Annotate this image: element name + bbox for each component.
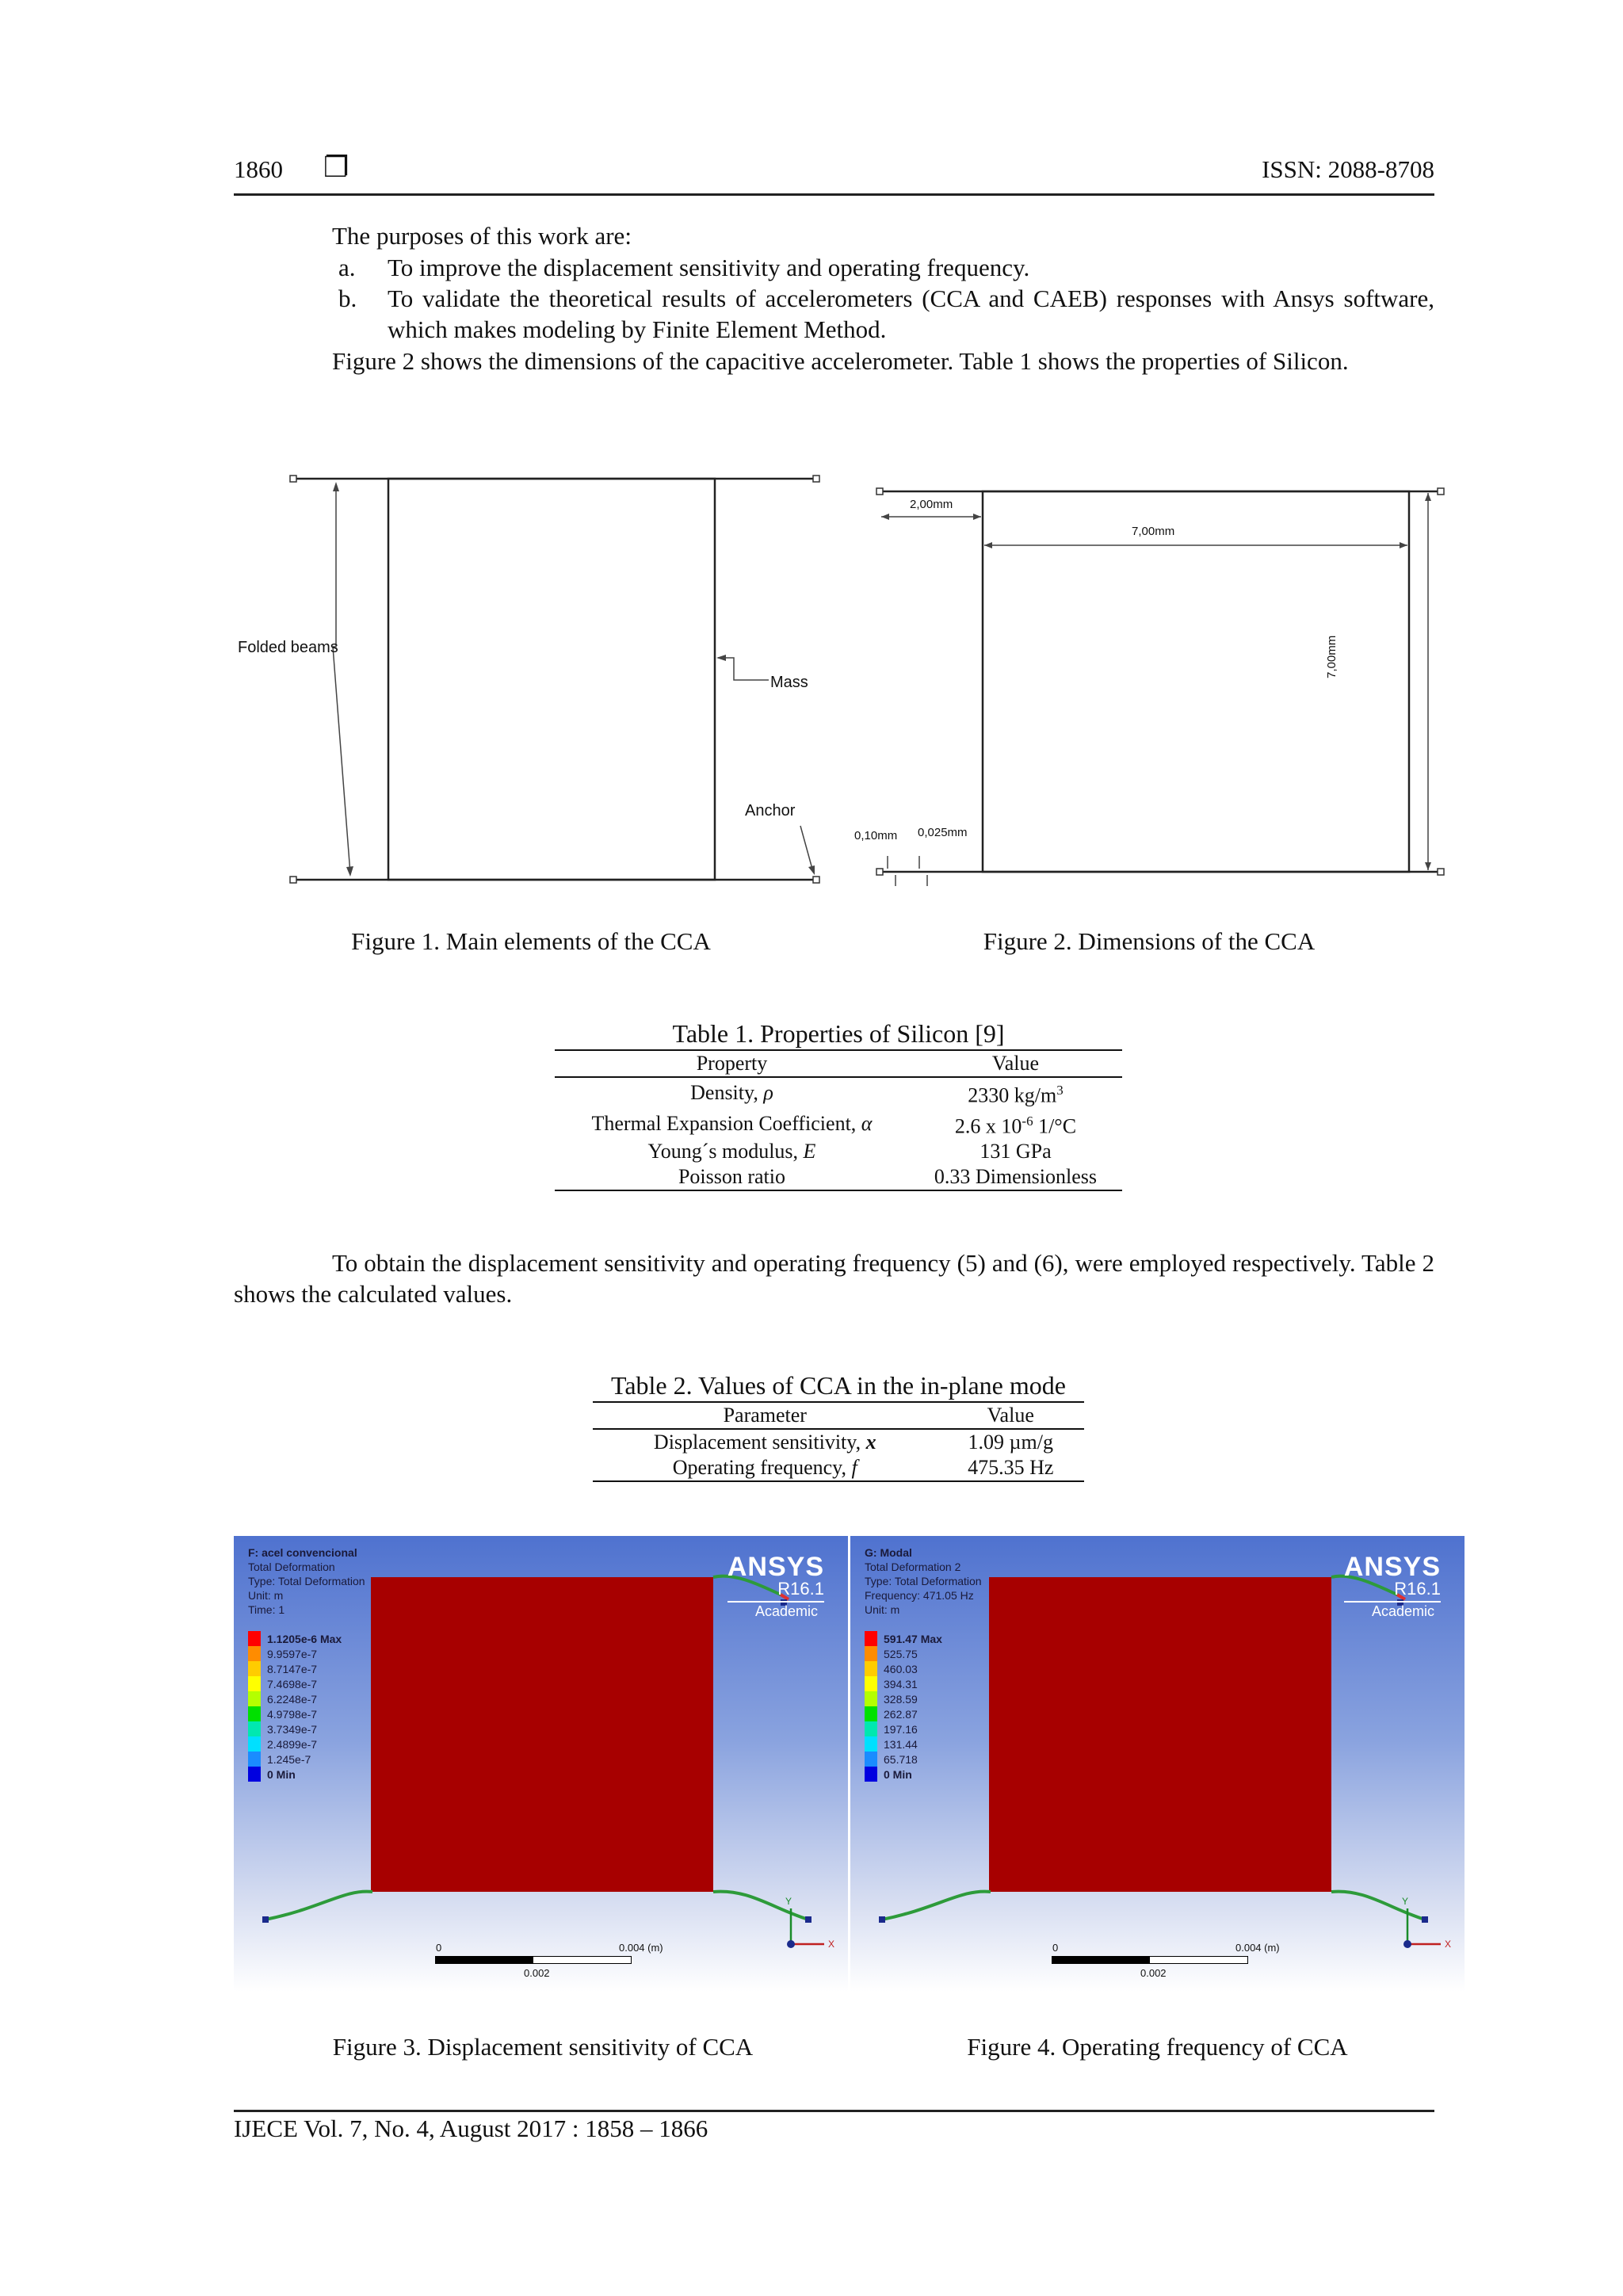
footer-rule [234, 2110, 1434, 2112]
ansys-logo: ANSYS R16.1 Academic [1343, 1552, 1441, 1619]
table2-caption: Table 2. Values of CCA in the in-plane mode [611, 1371, 1066, 1400]
legend-swatch [865, 1736, 877, 1752]
legend-swatch [248, 1767, 261, 1782]
scale-bar [435, 1956, 632, 1964]
header-rule [234, 193, 1434, 196]
dim-0-025mm: 0,025mm [918, 826, 968, 839]
intro-lead: The purposes of this work are: [332, 222, 632, 250]
scale-end: 0.004 (m) [619, 1942, 663, 1954]
figure1-drawing [230, 468, 840, 896]
table-row: Operating frequency, f 475.35 Hz [593, 1455, 1084, 1481]
legend-swatch [865, 1691, 877, 1706]
label-mass: Mass [770, 674, 808, 691]
figure4-caption: Figure 4. Operating frequency of CCA [967, 2033, 1348, 2061]
legend-swatch [865, 1631, 877, 1646]
dim-0-10mm: 0,10mm [854, 829, 898, 842]
legend-swatch [248, 1631, 261, 1646]
axis-x-label: X [1445, 1939, 1452, 1950]
legend-swatch [248, 1736, 261, 1752]
legend-swatch [248, 1721, 261, 1736]
dim-7mm-width: 7,00mm [1132, 525, 1175, 538]
legend-swatch [865, 1661, 877, 1676]
axis-x-label: X [828, 1939, 835, 1950]
table-header-row: Parameter Value [593, 1402, 1084, 1429]
scale-bar [1052, 1956, 1248, 1964]
intro-paragraph: Figure 2 shows the dimensions of the capacitive accelerometer. Table 1 shows the properties of Silicon. [332, 347, 1349, 375]
table2 [593, 1373, 1084, 1482]
figure3-ansys-plot [234, 1536, 848, 1992]
page-number: 1860 [234, 155, 283, 183]
scale-mid: 0.002 [1140, 1967, 1167, 1979]
legend-swatch [248, 1691, 261, 1706]
legend-swatch [865, 1752, 877, 1767]
table1-caption: Table 1. Properties of Silicon [9] [672, 1019, 1005, 1048]
list-item: b. To validate the theoretical results of accelerometers (CCA and CAEB) responses with Ansys software, which makes modeling by Finite Element Method. [338, 285, 1434, 343]
scale-end: 0.004 (m) [1235, 1942, 1280, 1954]
figure2-caption: Figure 2. Dimensions of the CCA [983, 927, 1316, 955]
table-header-row: Property Value [555, 1050, 1122, 1077]
table-row: Thermal Expansion Coefficient, α 2.6 x $10^{-6}$ 1/°C [591, 1111, 1077, 1138]
legend-swatch [248, 1706, 261, 1721]
legend-swatch [248, 1752, 261, 1767]
paragraph-2: To obtain the displacement sensitivity and operating frequency (5) and (6), were employed respectively. Table 2 shows the calculated values. [234, 1249, 1434, 1308]
table-row: Displacement sensitivity, x 1.09 µm/g [653, 1431, 1053, 1454]
scale-mid: 0.002 [524, 1967, 550, 1979]
footer-text: IJECE Vol. 7, No. 4, August 2017 : 1858 – 1866 [234, 2115, 708, 2142]
figure4-ansys-plot [850, 1536, 1465, 1992]
scale-zero: 0 [436, 1942, 442, 1954]
table-row: Density, ρ 2330 $kg/m^3$ [690, 1081, 1064, 1107]
legend-swatch [865, 1676, 877, 1691]
figure1-caption: Figure 1. Main elements of the CCA [351, 927, 711, 955]
figure4-legend: 591.47 Max 525.75 460.03 394.31 328.59 262.87 197.16 131.44 65.718 0 Min [865, 1631, 942, 1782]
table-row: Young´s modulus, E 131 GPa [647, 1140, 1052, 1163]
legend-swatch [865, 1646, 877, 1661]
legend-swatch [248, 1646, 261, 1661]
figure3-caption: Figure 3. Displacement sensitivity of CCA [332, 2033, 754, 2061]
dim-7mm-height: 7,00mm [1325, 635, 1338, 678]
axis-y-label: Y [1402, 1896, 1409, 1907]
scale-zero: 0 [1052, 1942, 1059, 1954]
list-item: a. To improve the displacement sensitivity and operating frequency. [338, 254, 1030, 281]
legend-swatch [248, 1661, 261, 1676]
legend-swatch [865, 1706, 877, 1721]
figure3-legend: 1.1205e-6 Max 9.9597e-7 8.7147e-7 7.4698e-7 6.2248e-7 4.9798e-7 3.7349e-7 2.4899e-7 1.245e-7 0 Min [248, 1631, 342, 1782]
dim-2mm: 2,00mm [910, 498, 953, 511]
legend-swatch [865, 1767, 877, 1782]
label-folded-beams: Folded beams [238, 639, 338, 656]
legend-swatch [248, 1676, 261, 1691]
legend-swatch [865, 1721, 877, 1736]
table1 [555, 1021, 1122, 1191]
label-anchor: Anchor [745, 802, 796, 819]
figure4-info: G: Modal Total Deformation 2 Type: Total Deformation Frequency: 471.05 Hz Unit: m [865, 1546, 982, 1616]
figure3-info: F: acel convencional Total Deformation Type: Total Deformation Unit: m Time: 1 [248, 1546, 365, 1616]
box-glyph-icon: ❐ [323, 151, 349, 183]
table-row: Poisson ratio 0.33 Dimensionless [555, 1164, 1122, 1190]
axis-y-label: Y [785, 1896, 792, 1907]
issn: ISSN: 2088-8708 [1262, 155, 1434, 183]
ansys-logo: ANSYS R16.1 Academic [727, 1552, 824, 1619]
figure2-drawing [864, 476, 1450, 904]
